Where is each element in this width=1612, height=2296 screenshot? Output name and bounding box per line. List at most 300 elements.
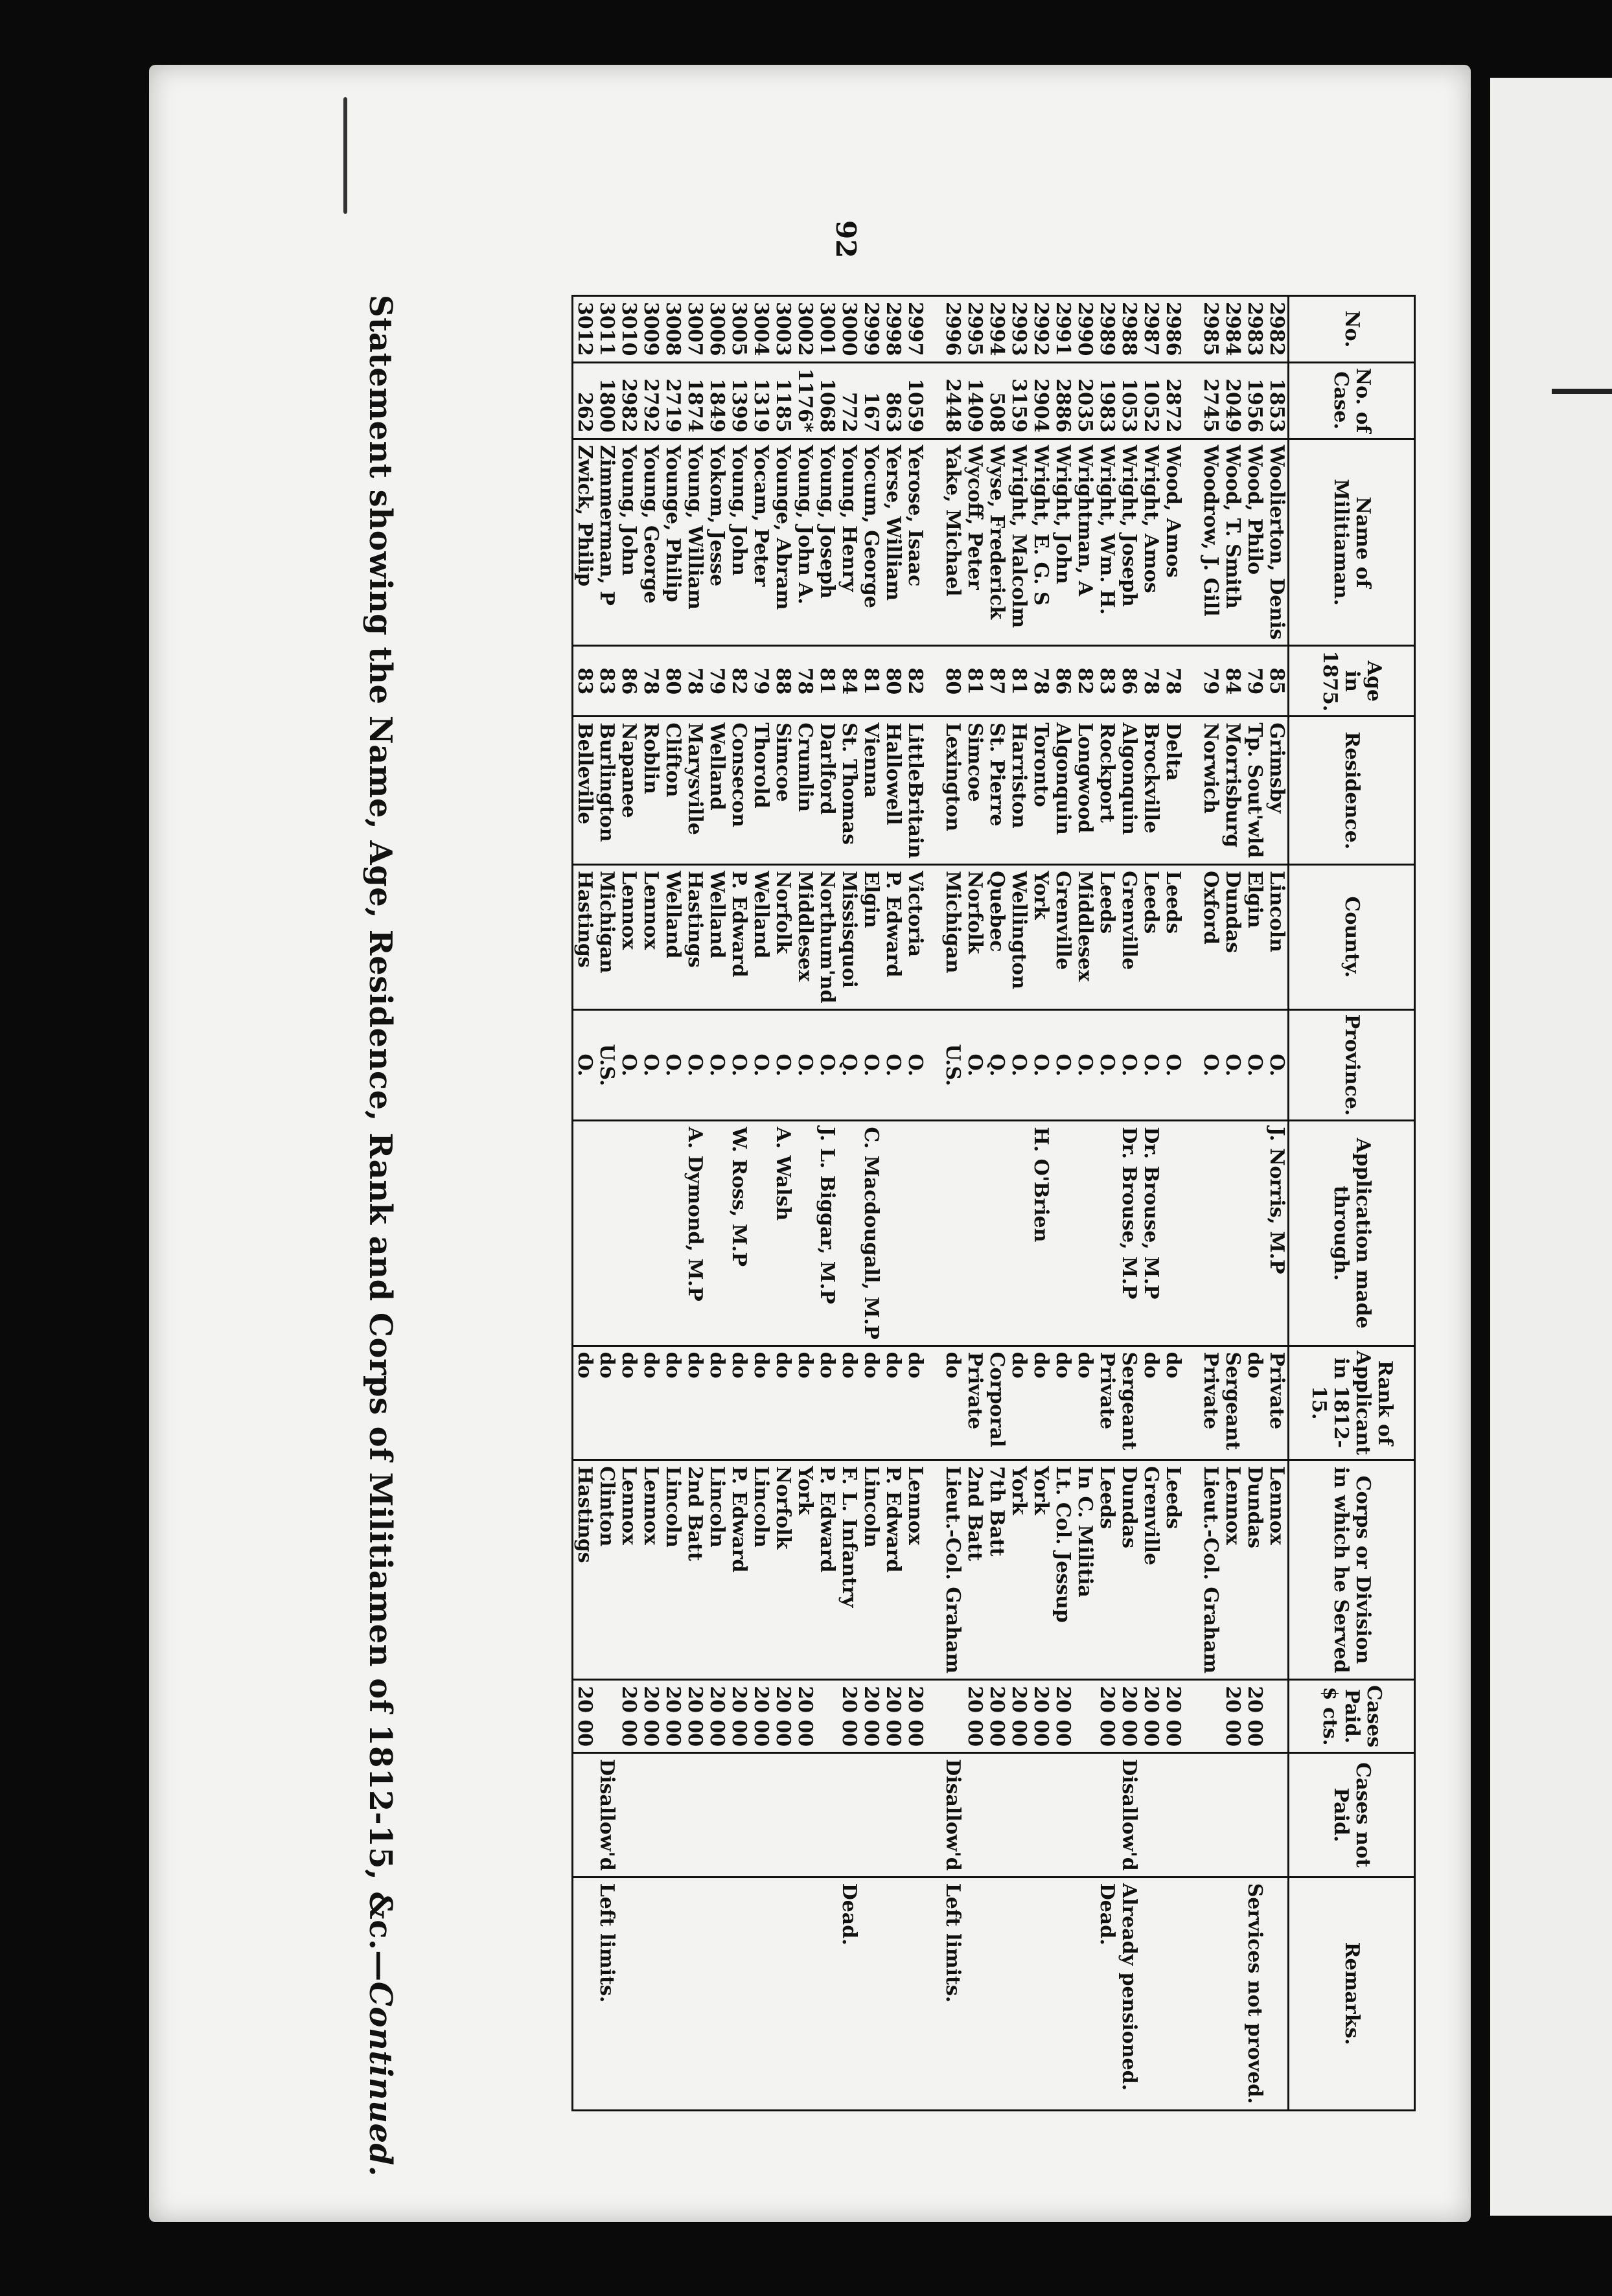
cell-residence: Delta (1162, 717, 1184, 865)
cell-paid: 20 00 (1052, 1680, 1074, 1753)
cell-age: 78 (684, 646, 706, 717)
cell-application (1162, 1121, 1184, 1346)
cell-application (573, 1121, 596, 1346)
cell-name: Wrightman, A (1074, 439, 1096, 646)
cell-not-paid (1030, 1753, 1052, 1877)
cell-county: Grenville (1118, 865, 1140, 1009)
cell-application: W. Ross, M.P (728, 1121, 750, 1346)
cell-name: Young, Joseph (816, 439, 838, 646)
page-edge-mark (343, 97, 347, 214)
cell-case: 3159 (1008, 362, 1030, 439)
cell-rank: Corporal (985, 1346, 1008, 1460)
cell-corps: Lincoln (706, 1460, 728, 1680)
cell-remarks (1030, 1877, 1052, 2110)
cell-application: Dr. Brouse, M.P (1118, 1121, 1140, 1346)
cell-age: 80 (882, 646, 904, 717)
header-corps: Corps or Division in which he Served (1289, 1460, 1415, 1680)
table-row (794, 296, 816, 2111)
cell-no: 3000 (838, 296, 860, 363)
cell-rank: do (838, 1346, 860, 1460)
cell-county: Elgin (1243, 865, 1265, 1009)
cell-remarks (794, 1877, 816, 2110)
table-body (573, 296, 1289, 2111)
table-title (347, 288, 398, 2177)
cell-county: Lennox (639, 865, 662, 1009)
cell-province: O. (750, 1009, 772, 1121)
cell-corps: F. L. Infantry (838, 1460, 860, 1680)
cell-county: Dundas (1221, 865, 1243, 1009)
cell-age: 80 (941, 646, 963, 717)
cell-age: 81 (816, 646, 838, 717)
cell-county: Missisquoi (838, 865, 860, 1009)
cell-age: 83 (1096, 646, 1118, 717)
cell-paid: 20 00 (882, 1680, 904, 1753)
header-rank: Rank of Applicant in 1812-15. (1289, 1346, 1415, 1460)
cell-not-paid (816, 1753, 838, 1877)
cell-no: 3008 (662, 296, 684, 363)
cell-province: O. (573, 1009, 596, 1121)
cell-rank: Sergeant (1118, 1346, 1140, 1460)
cell-county: Norfolk (772, 865, 794, 1009)
cell-no: 2994 (985, 296, 1008, 363)
cell-no: 2999 (860, 296, 882, 363)
cell-paid: 20 00 (1162, 1680, 1184, 1753)
cell-residence: Lexington (941, 717, 963, 865)
cell-remarks: Dead. (838, 1877, 860, 2110)
cell-residence: Belleville (573, 717, 596, 865)
cell-remarks (706, 1877, 728, 2110)
cell-residence: Consecon (728, 717, 750, 865)
page-number: 92 (830, 220, 862, 258)
cell-paid: 20 00 (985, 1680, 1008, 1753)
cell-corps: York (1030, 1460, 1052, 1680)
cell-county: Welland (706, 865, 728, 1009)
table-row (1074, 296, 1096, 2111)
cell-county: Quebec (985, 865, 1008, 1009)
cell-case: 1800 (595, 362, 617, 439)
cell-remarks: Already pensioned. (1118, 1877, 1140, 2110)
cell-residence: Simcoe (963, 717, 985, 865)
table-row (662, 296, 684, 2111)
cell-remarks: Dead. (1096, 1877, 1118, 2110)
cell-paid: 20 00 (794, 1680, 816, 1753)
cell-paid: 20 00 (963, 1680, 985, 1753)
table-row (816, 296, 838, 2111)
cell-remarks (816, 1877, 838, 2110)
table-row (1052, 296, 1074, 2111)
table-row (860, 296, 882, 2111)
cell-application (639, 1121, 662, 1346)
cell-paid: 20 00 (1030, 1680, 1052, 1753)
cell-remarks (1074, 1877, 1096, 2110)
cell-county: P. Edward (882, 865, 904, 1009)
cell-not-paid (963, 1753, 985, 1877)
cell-paid (595, 1680, 617, 1753)
table-row (1030, 296, 1052, 2111)
cell-remarks (1140, 1877, 1162, 2110)
cell-province: O. (639, 1009, 662, 1121)
cell-rank: do (684, 1346, 706, 1460)
cell-rank: do (794, 1346, 816, 1460)
table-title-main: Statement showing the Name, Age, Residence, Rank and Corps of Militiamen of 1812-15, &c.— (362, 295, 398, 1982)
cell-rank: do (617, 1346, 639, 1460)
cell-no: 2987 (1140, 296, 1162, 363)
cell-application (1052, 1121, 1074, 1346)
cell-paid: 20 00 (684, 1680, 706, 1753)
table-row (639, 296, 662, 2111)
cell-name: Younge, Abram (772, 439, 794, 646)
cell-case: 1059 (904, 362, 926, 439)
cell-province: O. (1118, 1009, 1140, 1121)
cell-remarks (750, 1877, 772, 2110)
cell-not-paid (904, 1753, 926, 1877)
cell-rank: do (1074, 1346, 1096, 1460)
cell-application: J. L. Biggar, M.P (816, 1121, 838, 1346)
cell-age: 83 (573, 646, 596, 717)
cell-rank: do (772, 1346, 794, 1460)
cell-residence: Norwich (1199, 717, 1221, 865)
cell-county: Leeds (1140, 865, 1162, 1009)
cell-remarks (904, 1877, 926, 2110)
cell-age: 82 (904, 646, 926, 717)
cell-province: O. (1008, 1009, 1030, 1121)
cell-remarks (662, 1877, 684, 2110)
cell-name: Young, John A. (794, 439, 816, 646)
cell-province: Q. (985, 1009, 1008, 1121)
cell-residence: LittleBritain (904, 717, 926, 865)
cell-residence: Vienna (860, 717, 882, 865)
cell-province: O. (1243, 1009, 1265, 1121)
cell-province: O. (1162, 1009, 1184, 1121)
cell-name: Yerose, Isaac (904, 439, 926, 646)
cell-rank: do (904, 1346, 926, 1460)
cell-county: Grenville (1052, 865, 1074, 1009)
cell-name: Wood, Amos (1162, 439, 1184, 646)
cell-case: 2719 (662, 362, 684, 439)
cell-not-paid (1052, 1753, 1074, 1877)
cell-rank: do (860, 1346, 882, 1460)
cell-rank: do (1008, 1346, 1030, 1460)
cell-case: 262 (573, 362, 596, 439)
cell-rank: Private (1265, 1346, 1289, 1460)
cell-age: 81 (963, 646, 985, 717)
cell-county: Norfolk (963, 865, 985, 1009)
cell-paid (816, 1680, 838, 1753)
cell-case: 2792 (639, 362, 662, 439)
cell-corps: Norfolk (772, 1460, 794, 1680)
cell-application: J. Norris, M.P (1265, 1121, 1289, 1346)
cell-residence: Burlington (595, 717, 617, 865)
table-row (838, 296, 860, 2111)
cell-not-paid (838, 1753, 860, 1877)
cell-residence: St. Thomas (838, 717, 860, 865)
cell-province: O. (617, 1009, 639, 1121)
cell-application (985, 1121, 1008, 1346)
cell-paid: 20 00 (1096, 1680, 1118, 1753)
cell-county: Welland (662, 865, 684, 1009)
cell-province: O. (1265, 1009, 1289, 1121)
cell-age: 79 (706, 646, 728, 717)
cell-residence: Grimsby (1265, 717, 1289, 865)
cell-rank: do (706, 1346, 728, 1460)
cell-no: 2986 (1162, 296, 1184, 363)
cell-application (617, 1121, 639, 1346)
cell-corps: Clinton (595, 1460, 617, 1680)
cell-province: O. (1030, 1009, 1052, 1121)
cell-remarks (1221, 1877, 1243, 2110)
cell-age: 79 (750, 646, 772, 717)
cell-remarks: Services not proved. (1243, 1877, 1265, 2110)
cell-province: O. (1052, 1009, 1074, 1121)
cell-corps: Dundas (1243, 1460, 1265, 1680)
cell-rank: do (1162, 1346, 1184, 1460)
cell-name: Wright, Joseph (1118, 439, 1140, 646)
cell-remarks (1199, 1877, 1221, 2110)
cell-not-paid (1243, 1753, 1265, 1877)
cell-no: 2991 (1052, 296, 1074, 363)
cell-not-paid (985, 1753, 1008, 1877)
cell-paid: 20 00 (1008, 1680, 1030, 1753)
cell-province: O. (794, 1009, 816, 1121)
cell-province: O. (684, 1009, 706, 1121)
cell-application (1199, 1121, 1221, 1346)
cell-not-paid (639, 1753, 662, 1877)
cell-not-paid (860, 1753, 882, 1877)
cell-age: 84 (1221, 646, 1243, 717)
cell-county: Victoria (904, 865, 926, 1009)
cell-age: 79 (1243, 646, 1265, 717)
table-row (573, 296, 596, 2111)
cell-application (662, 1121, 684, 1346)
table-row (1221, 296, 1243, 2111)
cell-no: 2988 (1118, 296, 1140, 363)
cell-no: 3011 (595, 296, 617, 363)
cell-not-paid (573, 1753, 596, 1877)
cell-case: 2886 (1052, 362, 1074, 439)
cell-corps: Lincoln (860, 1460, 882, 1680)
cell-not-paid (1074, 1753, 1096, 1877)
cell-remarks (860, 1877, 882, 2110)
cell-not-paid (1221, 1753, 1243, 1877)
cell-county: Middlesex (794, 865, 816, 1009)
header-case: No. of Case. (1289, 362, 1415, 439)
cell-application (750, 1121, 772, 1346)
cell-rank: Private (1199, 1346, 1221, 1460)
cell-name: Yocam, Peter (750, 439, 772, 646)
cell-no: 2984 (1221, 296, 1243, 363)
cell-name: Zimmerman, P (595, 439, 617, 646)
cell-corps: Lennox (904, 1460, 926, 1680)
cell-application (882, 1121, 904, 1346)
cell-county: Elgin (860, 865, 882, 1009)
cell-case: 2904 (1030, 362, 1052, 439)
cell-case: 508 (985, 362, 1008, 439)
cell-corps: Lieut.-Col. Graham (941, 1460, 963, 1680)
cell-corps: Lennox (617, 1460, 639, 1680)
facing-page (1490, 78, 1612, 2216)
cell-paid: 20 00 (728, 1680, 750, 1753)
header-name: Name of Militiaman. (1289, 439, 1415, 646)
cell-application (706, 1121, 728, 1346)
header-residence: Residence. (1289, 717, 1415, 865)
cell-corps: In C. Militia (1074, 1460, 1096, 1680)
cell-application (1008, 1121, 1030, 1346)
table-header-row (1289, 296, 1415, 2111)
cell-name: Yake, Michael (941, 439, 963, 646)
cell-case: 2035 (1074, 362, 1096, 439)
cell-name: Wright, John (1052, 439, 1074, 646)
cell-rank: do (573, 1346, 596, 1460)
cell-residence: Morrisburg (1221, 717, 1243, 865)
militiamen-table (571, 295, 1416, 2111)
cell-corps: Leeds (1162, 1460, 1184, 1680)
cell-rank: do (1052, 1346, 1074, 1460)
cell-county: Lincoln (1265, 865, 1289, 1009)
cell-remarks (1052, 1877, 1074, 2110)
cell-application (838, 1121, 860, 1346)
cell-name: Younge, Philip (662, 439, 684, 646)
cell-corps: 7th Batt (985, 1460, 1008, 1680)
cell-no: 3001 (816, 296, 838, 363)
cell-corps: Dundas (1118, 1460, 1140, 1680)
cell-application (595, 1121, 617, 1346)
cell-name: Yocum, George (860, 439, 882, 646)
cell-not-paid: Disallow'd (595, 1753, 617, 1877)
cell-paid: 20 00 (1140, 1680, 1162, 1753)
cell-application (904, 1121, 926, 1346)
cell-case: 1399 (728, 362, 750, 439)
cell-corps: Lennox (639, 1460, 662, 1680)
cell-residence: Darlford (816, 717, 838, 865)
cell-name: Young, John (617, 439, 639, 646)
cell-remarks (639, 1877, 662, 2110)
cell-case: 1956 (1243, 362, 1265, 439)
cell-no: 2998 (882, 296, 904, 363)
cell-age: 82 (728, 646, 750, 717)
cell-county: Leeds (1162, 865, 1184, 1009)
table-row (684, 296, 706, 2111)
cell-rank: Private (1096, 1346, 1118, 1460)
cell-county: Hastings (684, 865, 706, 1009)
cell-no: 3010 (617, 296, 639, 363)
cell-corps: Grenville (1140, 1460, 1162, 1680)
cell-paid: 20 00 (1243, 1680, 1265, 1753)
cell-province: O. (662, 1009, 684, 1121)
cell-paid: 20 00 (750, 1680, 772, 1753)
cell-age: 87 (985, 646, 1008, 717)
cell-name: Wright, Wm. H. (1096, 439, 1118, 646)
cell-paid: 20 00 (573, 1680, 596, 1753)
cell-case: 1853 (1265, 362, 1289, 439)
cell-county: York (1030, 865, 1052, 1009)
table-row (1096, 296, 1118, 2111)
cell-remarks (1162, 1877, 1184, 2110)
header-age: Age in 1875. (1289, 646, 1415, 717)
cell-no: 2983 (1243, 296, 1265, 363)
cell-not-paid (728, 1753, 750, 1877)
cell-case: 2745 (1199, 362, 1221, 439)
cell-county: Michigan (595, 865, 617, 1009)
cell-residence: Harriston (1008, 717, 1030, 865)
cell-no: 3007 (684, 296, 706, 363)
cell-name: Wright, E. G. S (1030, 439, 1052, 646)
table-row (1008, 296, 1030, 2111)
cell-application (1096, 1121, 1118, 1346)
cell-not-paid (706, 1753, 728, 1877)
cell-corps: P. Edward (728, 1460, 750, 1680)
cell-not-paid (1265, 1753, 1289, 1877)
cell-county: Hastings (573, 865, 596, 1009)
cell-corps: York (794, 1460, 816, 1680)
cell-remarks (985, 1877, 1008, 2110)
cell-age: 78 (1162, 646, 1184, 717)
cell-province: O. (1221, 1009, 1243, 1121)
table-row (772, 296, 794, 2111)
cell-remarks (573, 1877, 596, 2110)
cell-name: Wyse, Frederick (985, 439, 1008, 646)
cell-province: O. (772, 1009, 794, 1121)
cell-rank: do (941, 1346, 963, 1460)
cell-no: 2997 (904, 296, 926, 363)
cell-name: Wood, Philo (1243, 439, 1265, 646)
cell-paid: 20 00 (772, 1680, 794, 1753)
cell-application (1221, 1121, 1243, 1346)
cell-not-paid (617, 1753, 639, 1877)
cell-case: 167 (860, 362, 882, 439)
header-not-paid: Cases not Paid. (1289, 1753, 1415, 1877)
cell-remarks (772, 1877, 794, 2110)
cell-application (794, 1121, 816, 1346)
cell-age: 85 (1265, 646, 1289, 717)
table-row (941, 296, 963, 2111)
cell-paid: 20 00 (860, 1680, 882, 1753)
cell-not-paid (1096, 1753, 1118, 1877)
cell-no: 3005 (728, 296, 750, 363)
cell-case: 2448 (941, 362, 963, 439)
cell-application (1074, 1121, 1096, 1346)
cell-residence: Napanee (617, 717, 639, 865)
cell-corps: P. Edward (882, 1460, 904, 1680)
table-row (985, 296, 1008, 2111)
cell-no: 2985 (1199, 296, 1221, 363)
cell-not-paid (1199, 1753, 1221, 1877)
cell-name: Young, George (639, 439, 662, 646)
cell-corps: 2nd Batt (963, 1460, 985, 1680)
cell-corps: Lt. Col. Jessup (1052, 1460, 1074, 1680)
cell-case: 863 (882, 362, 904, 439)
cell-case: 1319 (750, 362, 772, 439)
cell-province: U.S. (941, 1009, 963, 1121)
cell-not-paid (750, 1753, 772, 1877)
cell-case: 2049 (1221, 362, 1243, 439)
cell-no: 3003 (772, 296, 794, 363)
cell-application (941, 1121, 963, 1346)
cell-not-paid (684, 1753, 706, 1877)
cell-corps: York (1008, 1460, 1030, 1680)
cell-corps: Leeds (1096, 1460, 1118, 1680)
cell-age: 78 (794, 646, 816, 717)
table-row (706, 296, 728, 2111)
cell-paid: 20 00 (662, 1680, 684, 1753)
cell-remarks (1265, 1877, 1289, 2110)
cell-application: A. Dymond, M.P (684, 1121, 706, 1346)
cell-age: 78 (1140, 646, 1162, 717)
cell-case: 1849 (706, 362, 728, 439)
cell-case: 2872 (1162, 362, 1184, 439)
cell-name: Yerse, William (882, 439, 904, 646)
cell-age: 80 (662, 646, 684, 717)
cell-not-paid (1162, 1753, 1184, 1877)
